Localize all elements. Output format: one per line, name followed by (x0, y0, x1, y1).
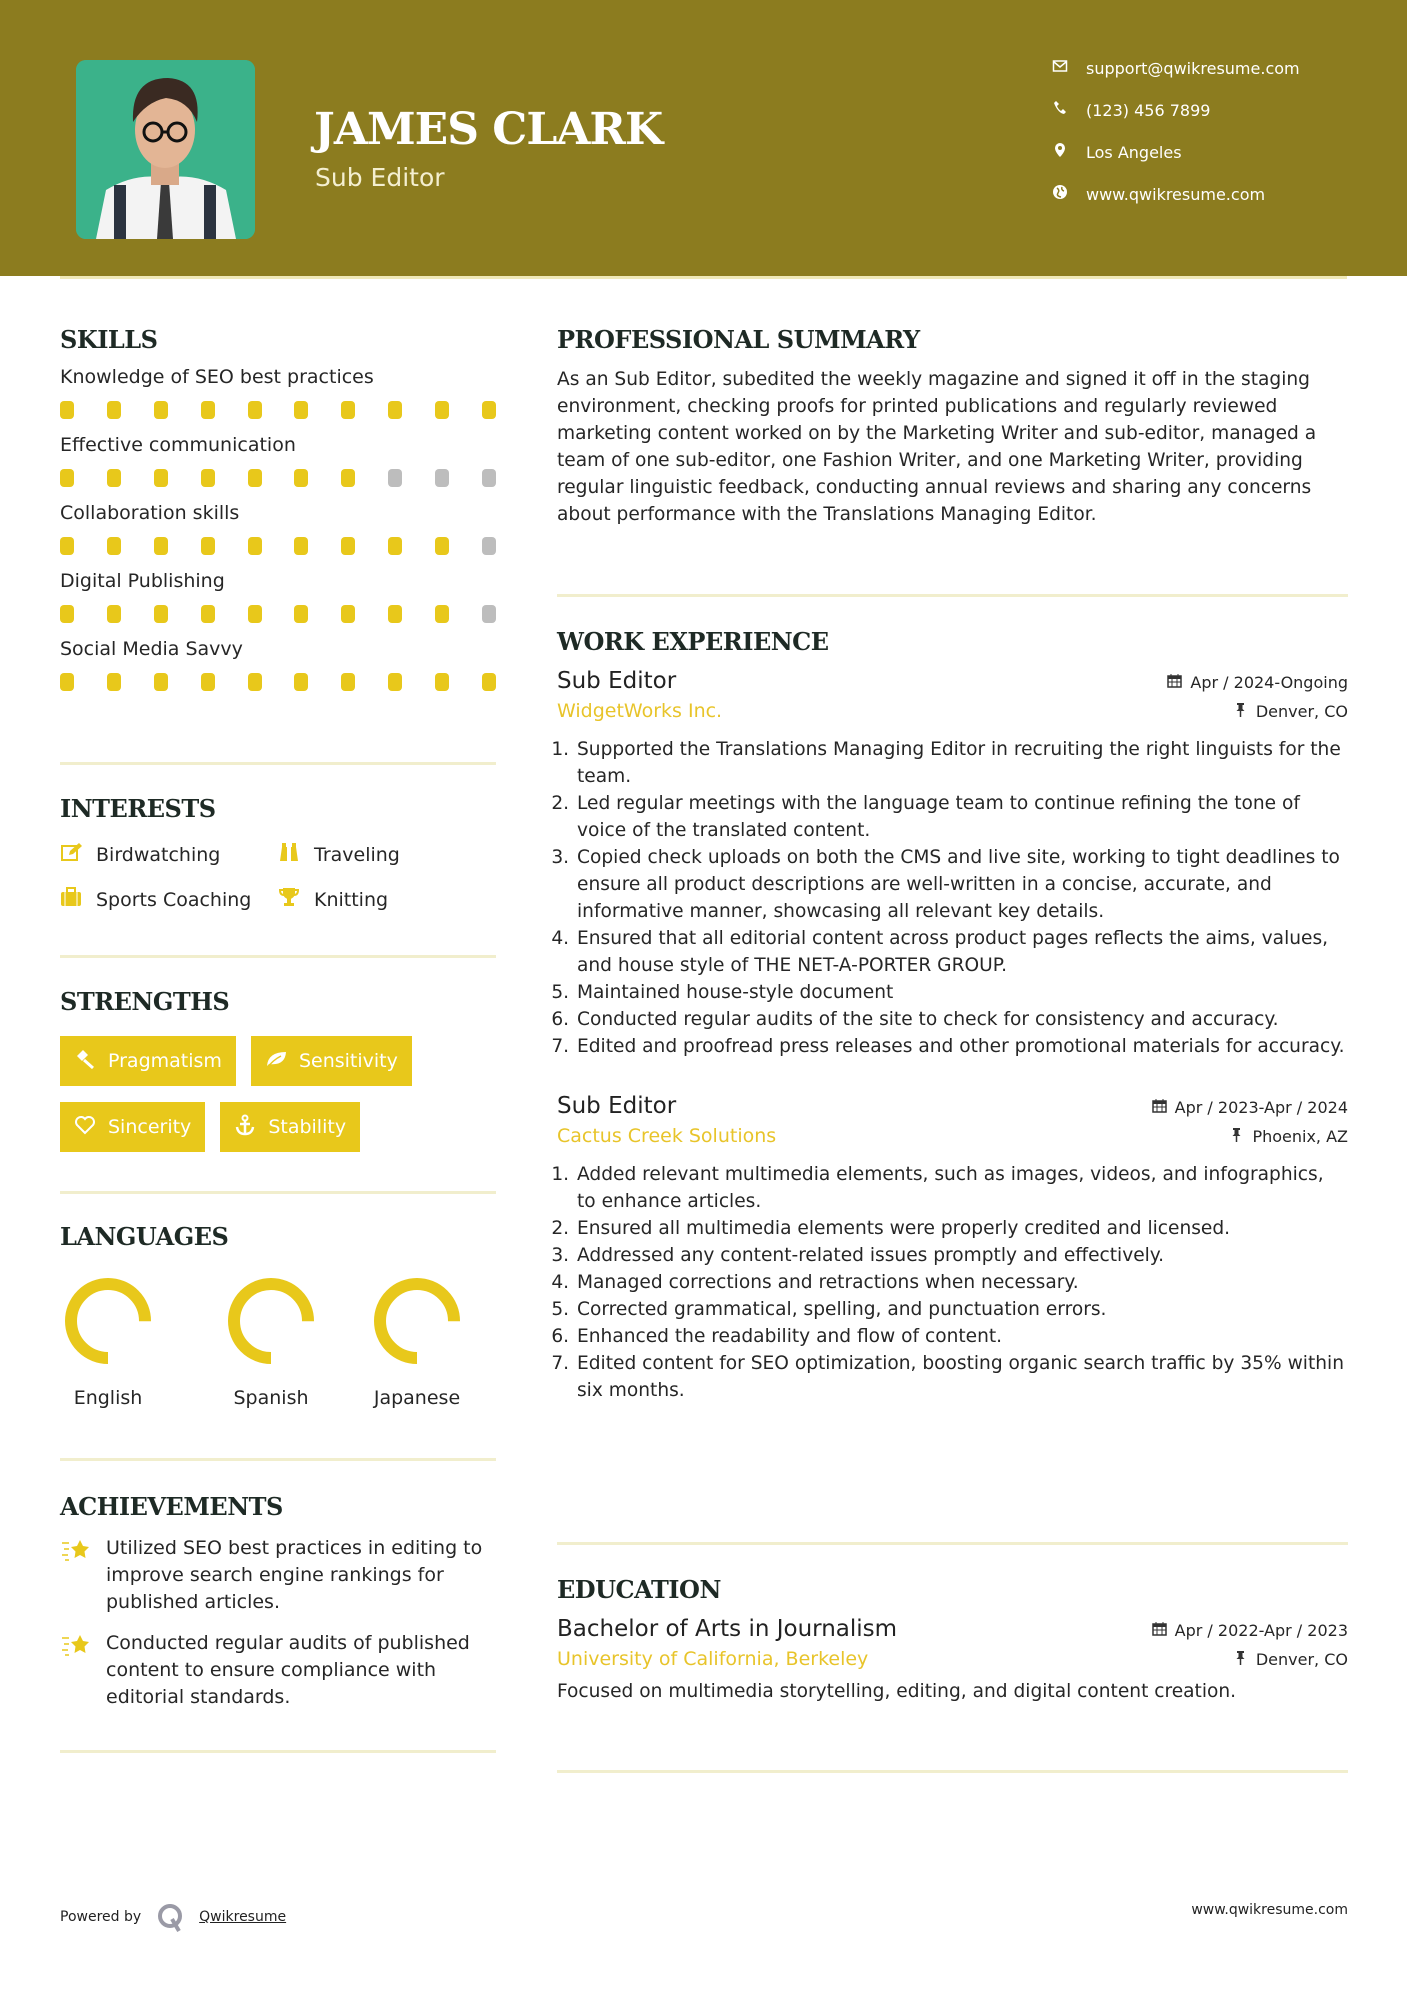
education-date: Apr / 2022-Apr / 2023 (1174, 1621, 1348, 1640)
skill-level-dot (341, 537, 355, 555)
language-label: English (73, 1387, 143, 1409)
company-name: WidgetWorks Inc. (557, 700, 723, 722)
interest-item (60, 886, 278, 913)
skill-level-dot (294, 605, 308, 623)
skill-label: Knowledge of SEO best practices (60, 366, 374, 388)
job-bullet: 2. Led regular meetings with the language team to continue refining the tone of voice of the translated content. (575, 790, 1348, 844)
skill-level-dot (107, 401, 121, 419)
skill-level-dot (435, 537, 449, 555)
job-title: Sub Editor (557, 668, 677, 694)
contact-item[interactable] (1052, 100, 1210, 120)
skill-level-dot (60, 605, 74, 623)
briefcase-icon (60, 886, 96, 913)
strength-badge (251, 1036, 412, 1086)
section-heading: INTERESTS (60, 794, 216, 823)
skill-item (60, 638, 496, 691)
company-name: Cactus Creek Solutions (557, 1125, 777, 1147)
qwikresume-logo-icon (155, 1902, 185, 1932)
language-item (52, 1275, 164, 1409)
strength-badge (60, 1036, 236, 1086)
job-bullet: 7. Edited and proofread press releases and other promotional materials for accuracy. (575, 1033, 1348, 1060)
skill-level-dot (248, 673, 262, 691)
gavel-icon (74, 1048, 108, 1075)
strength-label: Sincerity (108, 1116, 192, 1138)
summary-text: As an Sub Editor, subedited the weekly magazine and signed it off in the staging environment, checking proofs for printed publications and regularly reviewed marketing content worked on by the Marketing Writer and sub-editor, managed a team of one sub-editor, one Fashion Writer, and one Marketing Writer, providing regular linguistic feedback, conducting annual reviews and sharing any concerns about performance with the Translations Managing Editor. (557, 369, 1317, 525)
skill-level-dot (482, 469, 496, 487)
achievement-item (60, 1535, 496, 1616)
skill-level-dot (107, 537, 121, 555)
job-location: Denver, CO (1255, 702, 1348, 721)
job-entry (557, 1093, 1348, 1404)
school-name: University of California, Berkeley (557, 1648, 869, 1670)
resume-header (0, 0, 1407, 276)
anchor-icon (234, 1114, 268, 1141)
skill-level-dot (248, 537, 262, 555)
job-bullet: 3. Addressed any content-related issues promptly and effectively. (575, 1242, 1348, 1269)
job-date: Apr / 2024-Ongoing (1190, 673, 1348, 692)
degree-title: Bachelor of Arts in Journalism (557, 1616, 898, 1642)
skill-level-dot (388, 469, 402, 487)
skill-level-dot (60, 401, 74, 419)
powered-by-label: Powered by (60, 1909, 142, 1925)
skill-level-dot (154, 537, 168, 555)
section-heading: PROFESSIONAL SUMMARY (557, 325, 920, 354)
experience-section (557, 627, 1348, 1404)
education-description: Focused on multimedia storytelling, editing, and digital content creation. (557, 1681, 1237, 1702)
skill-rating (60, 537, 496, 555)
section-heading: SKILLS (60, 325, 158, 354)
skill-level-dot (107, 469, 121, 487)
skills-section (60, 325, 496, 691)
skill-level-dot (388, 537, 402, 555)
phone-icon (1052, 100, 1086, 120)
pushpin-icon (1233, 1650, 1256, 1669)
job-bullet: 5. Maintained house-style document (575, 979, 1348, 1006)
language-item (344, 1275, 490, 1409)
skill-label: Collaboration skills (60, 502, 240, 524)
star-icon (60, 1535, 106, 1616)
skill-level-dot (435, 401, 449, 419)
star-icon (60, 1630, 106, 1711)
calendar-icon (1152, 1621, 1175, 1640)
contact-text: support@qwikresume.com (1086, 58, 1300, 78)
skill-rating (60, 605, 496, 623)
footer-powered-by (60, 1902, 286, 1932)
map-pin-icon (1052, 142, 1086, 162)
job-date: Apr / 2023-Apr / 2024 (1174, 1098, 1348, 1117)
skill-level-dot (482, 673, 496, 691)
calendar-icon (1167, 673, 1190, 692)
job-bullets (557, 1161, 1348, 1404)
skill-label: Social Media Savvy (60, 638, 243, 660)
skill-label: Effective communication (60, 434, 296, 456)
divider (557, 1770, 1348, 1773)
skill-level-dot (341, 605, 355, 623)
interest-item (278, 841, 496, 868)
interest-label: Birdwatching (96, 843, 221, 866)
skill-level-dot (154, 401, 168, 419)
job-bullet: 1. Supported the Translations Managing Editor in recruiting the right linguists for the team. (575, 736, 1348, 790)
achievement-text: Conducted regular audits of published content to ensure compliance with editorial standards. (106, 1632, 470, 1708)
contact-item[interactable] (1052, 184, 1265, 204)
skill-level-dot (201, 401, 215, 419)
skill-level-dot (248, 469, 262, 487)
skill-level-dot (294, 469, 308, 487)
strength-label: Sensitivity (298, 1050, 398, 1072)
contact-item[interactable] (1052, 58, 1300, 78)
interest-item (60, 841, 278, 868)
achievements-section (60, 1492, 496, 1711)
skill-label: Digital Publishing (60, 570, 225, 592)
globe-icon (1052, 184, 1086, 204)
section-heading: WORK EXPERIENCE (557, 627, 829, 656)
skill-level-dot (107, 673, 121, 691)
education-section (557, 1575, 1348, 1705)
strength-badge (220, 1102, 360, 1152)
contact-text: www.qwikresume.com (1086, 184, 1266, 204)
skill-rating (60, 401, 496, 419)
divider (557, 594, 1348, 597)
language-item (198, 1275, 344, 1409)
interests-section (60, 794, 496, 913)
skill-level-dot (60, 537, 74, 555)
interest-item (278, 886, 496, 913)
skill-level-dot (107, 605, 121, 623)
skill-level-dot (60, 673, 74, 691)
strength-label: Pragmatism (108, 1050, 222, 1072)
job-bullet: 2. Ensured all multimedia elements were properly credited and licensed. (575, 1215, 1348, 1242)
skill-item (60, 570, 496, 623)
skill-level-dot (482, 401, 496, 419)
skill-level-dot (201, 673, 215, 691)
edit-icon (60, 841, 96, 868)
skill-level-dot (248, 401, 262, 419)
section-heading: STRENGTHS (60, 987, 230, 1016)
skill-level-dot (154, 673, 168, 691)
pushpin-icon (1233, 702, 1256, 721)
heart-icon (74, 1114, 108, 1141)
skill-level-dot (294, 401, 308, 419)
job-entry (557, 668, 1348, 1060)
skill-level-dot (435, 469, 449, 487)
language-label: Japanese (373, 1387, 461, 1409)
job-bullet: 3. Copied check uploads on both the CMS and live site, working to tight deadlines to ensure all product descriptions are well-written in a concise, accurate, and informative manner, showcasing all relevant key details. (575, 844, 1348, 925)
profile-photo (76, 60, 255, 239)
skill-level-dot (154, 605, 168, 623)
skill-level-dot (201, 537, 215, 555)
job-location: Phoenix, AZ (1252, 1127, 1348, 1146)
divider (60, 762, 496, 765)
skill-level-dot (388, 401, 402, 419)
skill-level-dot (388, 673, 402, 691)
section-heading: EDUCATION (557, 1575, 721, 1604)
divider (60, 1458, 496, 1461)
language-proficiency-ring (225, 1275, 317, 1367)
footer-url: www.qwikresume.com (1191, 1902, 1348, 1918)
skill-item (60, 434, 496, 487)
job-bullet: 1. Added relevant multimedia elements, such as images, videos, and infographics, to enhance articles. (575, 1161, 1348, 1215)
skill-level-dot (154, 469, 168, 487)
job-bullets (557, 736, 1348, 1060)
contact-item[interactable] (1052, 142, 1182, 162)
job-bullet: 4. Ensured that all editorial content across product pages reflects the aims, values, and house style of THE NET-A-PORTER GROUP. (575, 925, 1348, 979)
candidate-title: Sub Editor (315, 163, 445, 192)
interest-label: Sports Coaching (96, 888, 252, 911)
divider (557, 1542, 1348, 1545)
skill-rating (60, 673, 496, 691)
leaf-icon (265, 1048, 299, 1075)
skill-item (60, 366, 496, 419)
language-label: Spanish (233, 1387, 309, 1409)
strengths-section (60, 987, 496, 1152)
strength-label: Stability (268, 1116, 347, 1138)
contact-text: Los Angeles (1086, 142, 1182, 162)
skill-level-dot (482, 605, 496, 623)
divider (60, 955, 496, 958)
section-heading: LANGUAGES (60, 1222, 229, 1251)
job-bullet: 4. Managed corrections and retractions when necessary. (575, 1269, 1348, 1296)
divider (60, 1750, 496, 1753)
skill-level-dot (341, 469, 355, 487)
achievement-item (60, 1630, 496, 1711)
envelope-icon (1052, 58, 1086, 78)
languages-section (60, 1222, 496, 1409)
skill-level-dot (201, 605, 215, 623)
interest-label: Knitting (314, 888, 389, 911)
skill-level-dot (341, 673, 355, 691)
job-title: Sub Editor (557, 1093, 677, 1119)
skill-level-dot (60, 469, 74, 487)
skill-level-dot (294, 537, 308, 555)
skill-rating (60, 469, 496, 487)
section-heading: ACHIEVEMENTS (60, 1492, 283, 1521)
skill-item (60, 502, 496, 555)
achievement-text: Utilized SEO best practices in editing to improve search engine rankings for published articles. (106, 1537, 483, 1613)
strength-badge (60, 1102, 205, 1152)
divider (60, 1191, 496, 1194)
summary-section (557, 325, 1348, 528)
candidate-name: JAMES CLARK (314, 104, 663, 155)
job-bullet: 5. Corrected grammatical, spelling, and punctuation errors. (575, 1296, 1348, 1323)
binoculars-icon (278, 841, 314, 868)
skill-level-dot (388, 605, 402, 623)
language-proficiency-ring (62, 1275, 154, 1367)
contact-text: (123) 456 7899 (1086, 100, 1211, 120)
trophy-icon (278, 886, 314, 913)
job-bullet: 7. Edited content for SEO optimization, boosting organic search traffic by 35% within six months. (575, 1350, 1348, 1404)
skill-level-dot (435, 673, 449, 691)
education-location: Denver, CO (1255, 1650, 1348, 1669)
skill-level-dot (435, 605, 449, 623)
skill-level-dot (341, 401, 355, 419)
job-bullet: 6. Enhanced the readability and flow of content. (575, 1323, 1348, 1350)
skill-level-dot (294, 673, 308, 691)
skill-level-dot (201, 469, 215, 487)
qwikresume-link[interactable]: Qwikresume (199, 1909, 287, 1925)
interest-label: Traveling (314, 843, 400, 866)
language-proficiency-ring (371, 1275, 463, 1367)
job-bullet: 6. Conducted regular audits of the site to check for consistency and accuracy. (575, 1006, 1348, 1033)
skill-level-dot (482, 537, 496, 555)
pushpin-icon (1229, 1127, 1252, 1146)
skill-level-dot (248, 605, 262, 623)
calendar-icon (1152, 1098, 1175, 1117)
